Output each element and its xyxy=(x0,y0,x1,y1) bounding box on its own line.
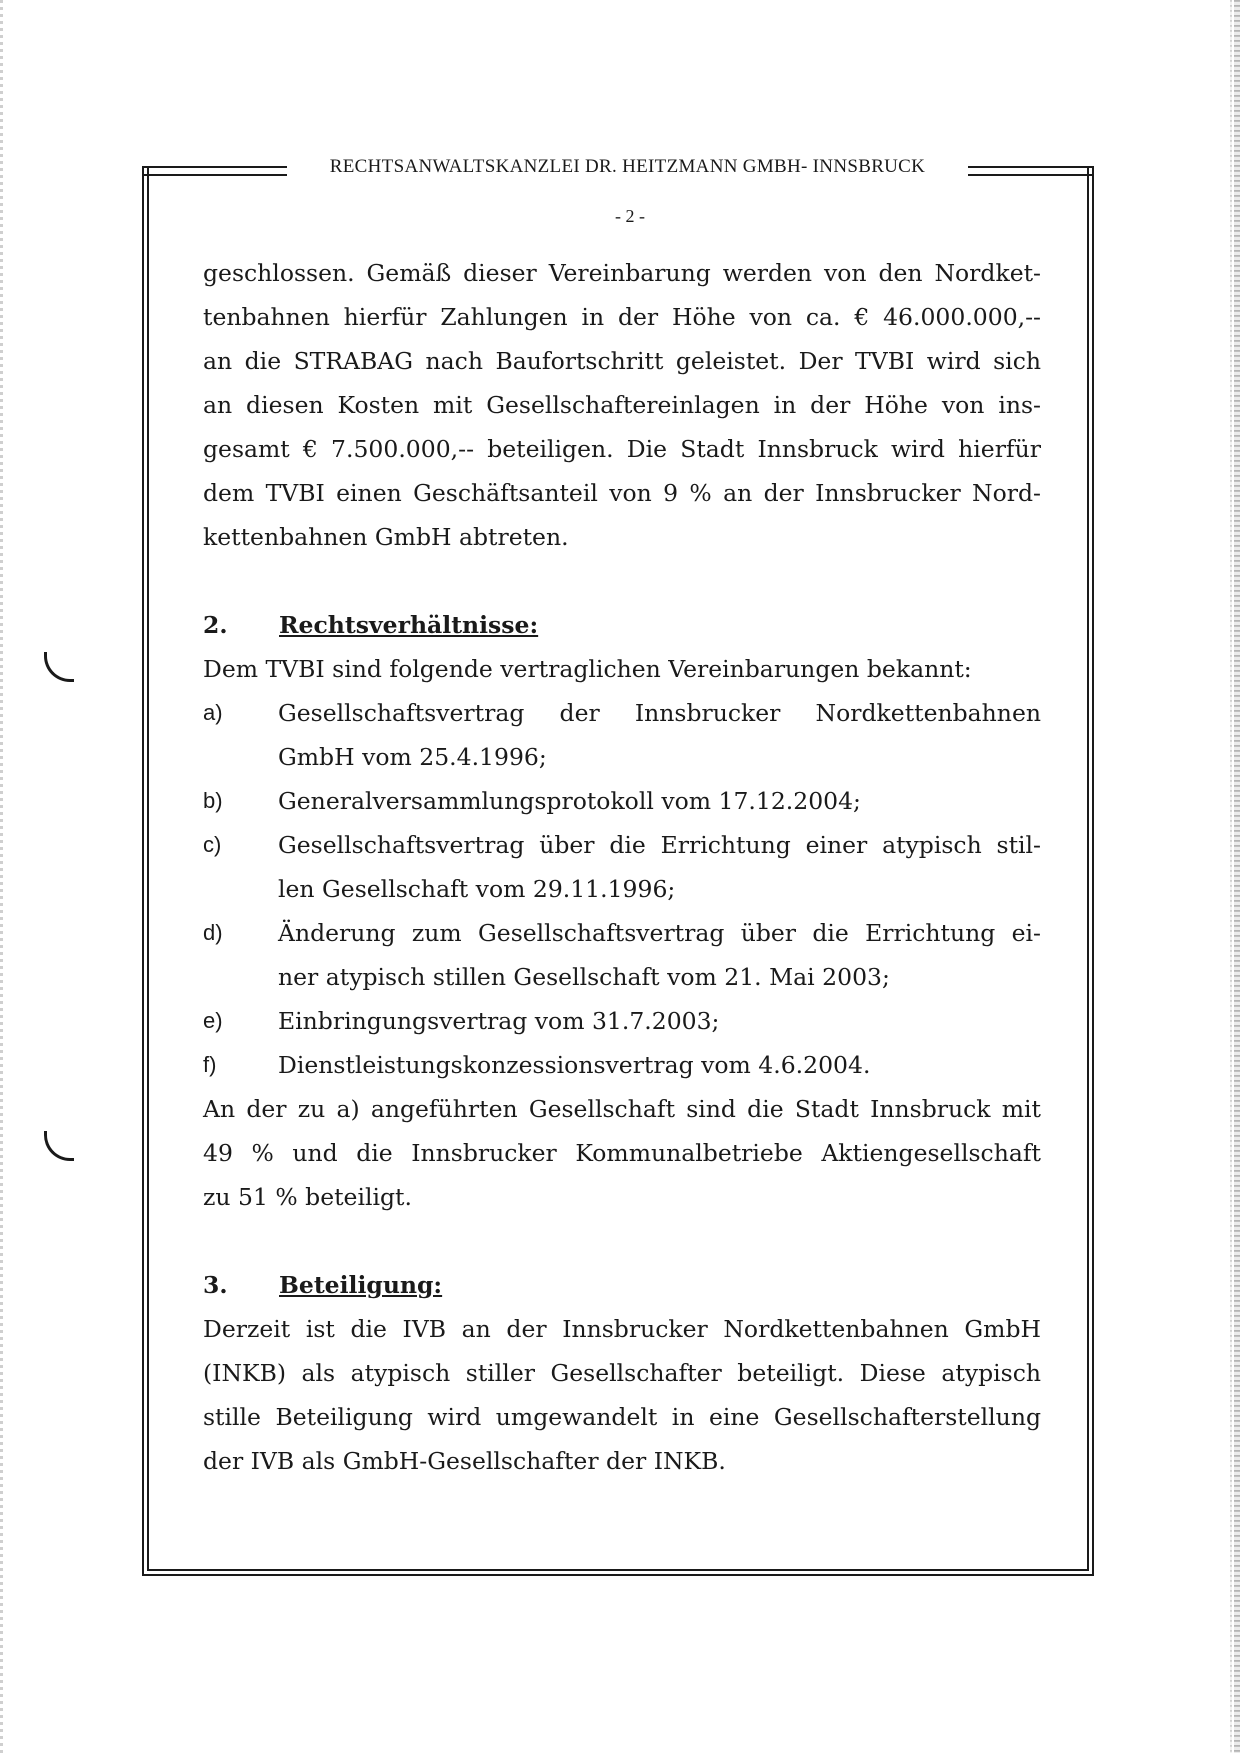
list-label: a) xyxy=(203,700,223,725)
list-label: f) xyxy=(203,1052,217,1077)
scan-edge-right xyxy=(1234,0,1240,1753)
text-line: stille Beteiligung wird umgewandelt in eine Gesellschafterstellung xyxy=(203,1403,1041,1431)
text-line: 49 % und die Innsbrucker Kommunalbetriebe Aktiengesellschaft xyxy=(203,1139,1041,1167)
scan-edge-left xyxy=(0,0,3,1753)
list-item-text: Generalversammlungsprotokoll vom 17.12.2004; xyxy=(278,787,861,815)
section-3-heading xyxy=(203,1263,442,1307)
list-label: b) xyxy=(203,788,223,813)
scan-edge-right-inner xyxy=(1230,0,1232,1753)
text-line: dem TVBI einen Geschäftsanteil von 9 % an der Innsbrucker Nord- xyxy=(203,479,1041,507)
section-number: 3. xyxy=(203,1271,228,1299)
text-line: an die STRABAG nach Baufortschritt geleistet. Der TVBI wird sich xyxy=(203,347,1041,375)
list-item-text: ner atypisch stillen Gesellschaft vom 21. Mai 2003; xyxy=(278,963,890,991)
list-item-text: Gesellschaftsvertrag über die Errichtung einer atypisch stil- xyxy=(278,831,1041,859)
frame-top-rule-left xyxy=(142,166,287,176)
section-2-lead: Dem TVBI sind folgende vertraglichen Vereinbarungen bekannt: xyxy=(203,655,972,683)
text-line: an diesen Kosten mit Gesellschaftereinlagen in der Höhe von ins- xyxy=(203,391,1041,419)
text-line: Derzeit ist die IVB an der Innsbrucker Nordkettenbahnen GmbH xyxy=(203,1315,1041,1343)
text-line: der IVB als GmbH-Gesellschafter der INKB. xyxy=(203,1447,726,1475)
margin-hook-mark xyxy=(44,1131,74,1161)
list-label: e) xyxy=(203,1008,223,1033)
list-label: c) xyxy=(203,832,222,857)
list-item-text: Änderung zum Gesellschaftsvertrag über die Errichtung ei- xyxy=(278,919,1041,947)
list-item-text: Dienstleistungskonzessionsvertrag vom 4.6.2004. xyxy=(278,1051,871,1079)
text-line: zu 51 % beteiligt. xyxy=(203,1183,412,1211)
section-number: 2. xyxy=(203,611,228,639)
list-item-text: Gesellschaftsvertrag der Innsbrucker Nordkettenbahnen xyxy=(278,699,1041,727)
list-item-text: Einbringungsvertrag vom 31.7.2003; xyxy=(278,1007,720,1035)
list-item-text: len Gesellschaft vom 29.11.1996; xyxy=(278,875,676,903)
text-line: gesamt € 7.500.000,-- beteiligen. Die Stadt Innsbruck wird hierfür xyxy=(203,435,1041,463)
margin-hook-mark xyxy=(44,652,74,682)
list-label: d) xyxy=(203,920,223,945)
text-line: geschlossen. Gemäß dieser Vereinbarung werden von den Nordket- xyxy=(203,259,1041,287)
text-line: An der zu a) angeführten Gesellschaft sind die Stadt Innsbruck mit xyxy=(203,1095,1041,1123)
frame-top-rule-right xyxy=(968,166,1094,176)
text-line: kettenbahnen GmbH abtreten. xyxy=(203,523,569,551)
section-title: Beteiligung: xyxy=(279,1271,443,1299)
page-number: - 2 - xyxy=(615,206,645,226)
section-title: Rechtsverhältnisse: xyxy=(279,611,539,639)
text-line: tenbahnen hierfür Zahlungen in der Höhe von ca. € 46.000.000,-- xyxy=(203,303,1041,331)
section-2-heading xyxy=(203,603,538,647)
list-item-text: GmbH vom 25.4.1996; xyxy=(278,743,547,771)
letterhead-firm: RECHTSANWALTSKANZLEI DR. HEITZMANN GMBH- INNSBRUCK xyxy=(329,156,926,177)
text-line: (INKB) als atypisch stiller Gesellschafter beteiligt. Diese atypisch xyxy=(203,1359,1041,1387)
